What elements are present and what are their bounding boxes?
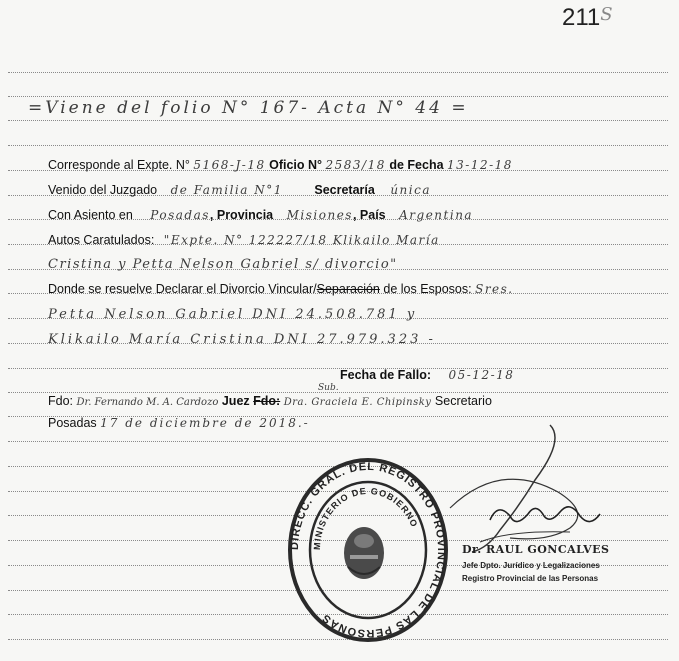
- fdo-juez-value: Dr. Fernando M. A. Cardozo: [76, 397, 219, 408]
- line-donde: [48, 282, 514, 296]
- oficio-label: Oficio N°: [269, 158, 323, 172]
- signature-block: [462, 543, 609, 583]
- line-posadas: [48, 416, 310, 430]
- fdo-label: Fdo:: [48, 394, 74, 408]
- oficio-value: 2583/18: [325, 158, 386, 172]
- fecha-label: de Fecha: [389, 158, 444, 172]
- page-number: [562, 4, 614, 32]
- esposos-value-0: Sres.: [475, 282, 514, 296]
- fecha-fallo-label: Fecha de Fallo:: [340, 368, 431, 382]
- donde-label: Donde se resuelve Declarar el Divorcio Vincular/: [48, 282, 317, 296]
- line-fdo: [48, 394, 492, 408]
- signature-scribble: [440, 420, 620, 560]
- autos-label: Autos Caratulados:: [48, 233, 155, 247]
- line-corresponde: [48, 158, 513, 172]
- subrogante-note: Sub.: [318, 383, 339, 393]
- coat-of-arms-icon: [344, 527, 384, 579]
- fecha-fallo-value: 05-12-18: [448, 368, 515, 382]
- corresponde-label: Corresponde al Expte. N°: [48, 158, 190, 172]
- line-asiento: [48, 208, 473, 222]
- line-venido: [48, 183, 431, 197]
- posadas-value: 17 de diciembre de 2018.-: [100, 416, 310, 430]
- venido-label: Venido del Juzgado: [48, 183, 158, 197]
- expte-value: 5168-J-18: [193, 158, 266, 172]
- line-fecha-fallo: [340, 368, 514, 382]
- page-number-text: 211: [562, 4, 601, 31]
- stamp-ring-text: DIRECC. GRAL. DEL REGISTRO PROVINCIAL DE LAS PERSONAS: [288, 460, 448, 640]
- provincia-value: Misiones: [286, 208, 353, 222]
- secretario-label: Secretario: [434, 394, 492, 408]
- provincia-label: , Provincia: [209, 208, 274, 222]
- header-note: =Viene del folio N° 167- Acta N° 44 =: [28, 98, 469, 118]
- official-stamp: [288, 455, 448, 645]
- autos-value-1: "Expte. N° 122227/18 Klikailo María: [163, 233, 440, 247]
- page-number-suffix: S: [600, 4, 615, 25]
- secretario-value: Dra. Graciela E. Chipinsky: [283, 397, 432, 408]
- esposos-value-1: Petta Nelson Gabriel DNI 24.508.781 y: [48, 307, 418, 322]
- separacion-label: Separación: [316, 282, 380, 296]
- asiento-value: Posadas: [150, 208, 210, 222]
- fecha-value: 13-12-18: [447, 158, 513, 172]
- secretaria-value: única: [390, 183, 431, 197]
- esposos-label: de los Esposos:: [379, 282, 472, 296]
- juzgado-value: de Familia N°1: [170, 183, 283, 197]
- pais-label: , País: [352, 208, 386, 222]
- stamp-inner-text: MINISTERIO DE GOBIERNO: [311, 485, 420, 551]
- posadas-label: Posadas: [48, 416, 97, 430]
- fdo2-label: Fdo:: [253, 394, 281, 408]
- line-autos: [48, 233, 440, 247]
- asiento-label: Con Asiento en: [48, 208, 133, 222]
- signer-name: Dr. RAUL GONCALVES: [462, 543, 610, 556]
- signer-title-2: Registro Provincial de las Personas: [462, 574, 599, 583]
- pais-value: Argentina: [399, 208, 474, 222]
- secretaria-label: Secretaría: [314, 183, 375, 197]
- juez-label: Juez: [221, 394, 250, 408]
- autos-value-2: Cristina y Petta Nelson Gabriel s/ divorcio": [48, 257, 398, 272]
- esposos-value-2: Klikailo María Cristina DNI 27.979.323 -: [48, 332, 436, 347]
- signer-title-1: Jefe Dpto. Jurídico y Legalizaciones: [462, 561, 600, 570]
